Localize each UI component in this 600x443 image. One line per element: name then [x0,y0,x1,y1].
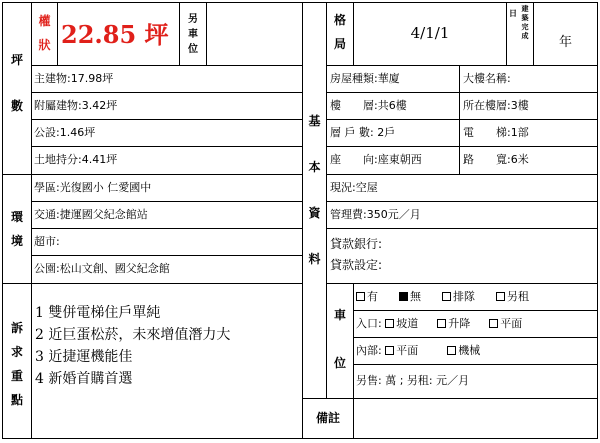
parking-rent-checkbox[interactable] [496,292,505,301]
park: 公園:松山文創、國父紀念館 [34,262,170,275]
entry-lift-label: 升降 [448,317,471,330]
completion-year: 年 [559,35,573,50]
management-fee: 管理費:350元／月 [330,208,421,221]
entry-lift-checkbox[interactable] [437,319,446,328]
remarks-value-cell [353,398,598,439]
common-area: 公設:1.46坪 [34,126,96,139]
environment-side-label: 環 境 [10,210,23,248]
building-name: 大樓名稱: [463,72,511,85]
parking-have-label: 有 [367,290,378,303]
completion-value-cell [533,2,598,66]
parking-entry-options [356,317,522,331]
entry-flat-label: 平面 [500,317,523,330]
parking-type-options [356,290,529,304]
unit-floor: 所在樓層:3樓 [463,99,529,112]
parking-inner-label: 內部: [356,344,382,357]
demand-side-label: 訴 求 重 點 [10,321,23,407]
entry-flat-checkbox[interactable] [489,319,498,328]
current-status: 現況:空屋 [330,181,378,194]
demand-point: 2 近巨蛋松菸，未來增值潛力大 [35,327,231,343]
road-width: 路 寬:6米 [463,153,529,166]
inner-mech-checkbox[interactable] [447,346,456,355]
inner-flat-checkbox[interactable] [385,346,394,355]
market-row [31,228,303,256]
inner-mech-label: 機械 [458,344,481,357]
supermarket: 超市: [34,235,60,248]
demand-point: 4 新婚首購首選 [35,371,133,387]
demand-point: 3 近捷運機能佳 [35,349,133,365]
transport: 交通:捷運國父紀念館站 [34,208,148,221]
demand-point: 1 雙併電梯住戶單純 [35,305,161,321]
loan-bank: 貸款銀行: [330,237,383,251]
annex-area: 附屬建物:3.42坪 [34,99,118,112]
parking-inner-options [356,344,480,358]
house-type: 房屋種類:華廈 [330,72,400,85]
parking-none-checkbox[interactable] [399,292,408,301]
demand-points-list [35,302,230,390]
school-district: 學區:光復國小 仁愛國中 [34,181,152,194]
parking-entry-label: 入口: [356,317,382,330]
parking-none-label: 無 [410,290,421,303]
extra-parking-label: 另 車 位 [188,14,198,55]
parking-rent-label: 另租 [507,290,529,303]
basic-side-label: 基 本 資 料 [308,114,321,266]
completion-label: 建 築 完 成 [521,5,529,40]
extra-parking-value-cell [206,2,303,66]
title-area-label: 權 狀 [38,14,51,52]
inner-flat-label: 平面 [396,344,419,357]
area-side-label: 坪 數 [10,53,23,113]
layout-value: 4/1/1 [410,24,450,42]
remarks-label: 備註 [315,411,340,425]
parking-side-label: 車 位 [333,308,346,370]
title-area-value: 22.85 坪 [61,20,169,49]
land-share: 土地持分:4.41坪 [34,153,118,166]
entry-ramp-checkbox[interactable] [385,319,394,328]
parking-price: 另售: 萬 ; 另租: 元／月 [356,374,470,387]
parking-queue-label: 排隊 [453,290,475,303]
households-per-floor: 層 戶 數: 2戶 [330,126,396,139]
parking-queue-checkbox[interactable] [442,292,451,301]
parking-have-checkbox[interactable] [356,292,365,301]
layout-label: 格 局 [333,13,346,51]
total-floors: 樓 層:共6樓 [330,99,407,112]
entry-ramp-label: 坡道 [396,317,419,330]
orientation: 座 向:座東朝西 [330,153,422,166]
completion-prefix: 日 [509,9,517,18]
main-building-area: 主建物:17.98坪 [34,72,114,85]
loan-setting: 貸款設定: [330,258,383,272]
elevators: 電 梯:1部 [463,126,529,139]
